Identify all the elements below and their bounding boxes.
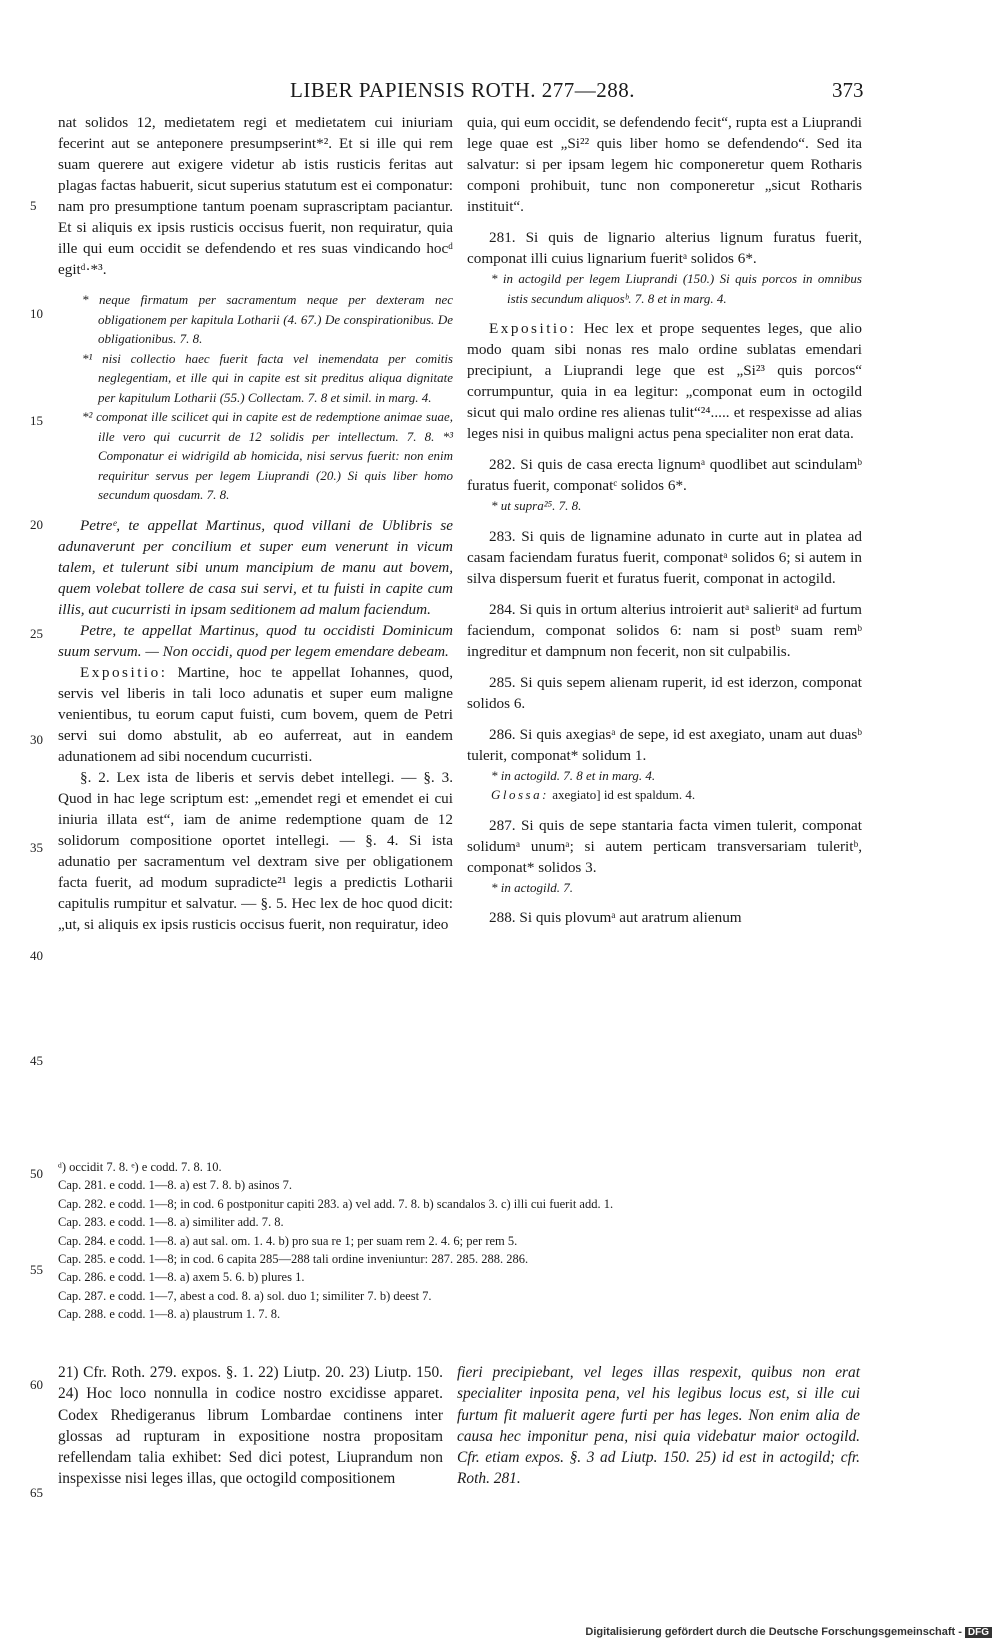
expositio-text: Hec lex et prope sequentes leges, que alio modo quam sibi nonas res malo ordine sublatas emendari precipiunt, a Liuprandi lege que est „Si²³ quis porcos“ corrumpuntur, quia in ea legitur: „componat eum in octogild sicut qui malo ordine res alienas tulit“²⁴..... et respexisse ad alias leges nisi in quibus maligni actus pena specialiter non erat data. <box>467 320 862 442</box>
apparatus-line: Cap. 283. e codd. 1—8. a) similiter add. 7. 8. <box>58 1215 284 1230</box>
credit-text: Digitalisierung gefördert durch die Deutsche Forschungsgemeinschaft - <box>585 1626 962 1638</box>
line-number: 30 <box>30 732 43 747</box>
apparatus-line: Cap. 287. e codd. 1—7, abest a cod. 8. a) sol. duo 1; similiter 7. b) deest 7. <box>58 1288 432 1303</box>
apparatus-line: ᵈ) occidit 7. 8. ᵉ) e codd. 7. 8. 10. <box>58 1160 222 1174</box>
page-number: 373 <box>832 78 864 102</box>
apparatus-line: Cap. 284. e codd. 1—8. a) aut sal. om. 1. 4. b) pro sua re 1; per suam rem 2. 4. 6; per rem 5. <box>58 1233 518 1248</box>
dfg-logo: DFG <box>965 1627 992 1638</box>
expositio-text: Martine, hoc te appellat Iohannes, quod, servis vel liberis in tali loco adunatis et super eum maligne venientibus, tu eorum caput fuisti, cum bovem, quem de Petri servi sui domo abstulit, ab eo auferreat, aut in eandem adunationem ad sibi nocendum cucurristi. <box>58 663 454 765</box>
chapter-283: 283. Si quis de lignamine adunato in curte aut in platea ad casam faciendam furatus fuerit, componatᵃ solidos 6; si autem in silva dispersum fuerit et furatus fuerit, componat in actogild. <box>467 527 862 587</box>
chapter-286: 286. Si quis axegiasᵃ de sepe, id est axegiato, unam aut duasᵇ tulerit, componat* solidum 1. <box>467 725 862 764</box>
expositio-paragraph <box>467 318 862 444</box>
apparatus-line: Cap. 282. e codd. 1—8; in cod. 6 postponitur capiti 283. a) vel add. 7. 8. b) scandalos 3. c) illi cui fuerit add. 1. <box>58 1196 614 1211</box>
critical-apparatus <box>58 1158 878 1324</box>
body-paragraph: §. 2. Lex ista de liberis et servis debet intellegi. — §. 3. Quod in hac lege scriptum est: „emendet regi et emendet ei cui iniuria illata est“, iam de anime redemptione quam de 12 solidorum compositione oportet intellegi. — §. 4. Si ista adunatio per sacramentum vel dextram sive per obligationem facta fuerit, ad modum supradicte²¹ legis a predictis Lotharii capitulis rumpitur et salvatur. — §. 5. Hec lex de hoc quod dicit: „ut, si aliquis ex ipsis rusticis occisus fuerit, non requiratur, ideo <box>58 768 453 933</box>
footnotes-right <box>457 1362 860 1490</box>
line-number: 15 <box>30 413 43 428</box>
marginal-note: * neque firmatum per sacramentum neque per dexteram nec obligationem per kapitula Lotharii (4. 67.) De conspirationibus. De obligationibus. 7. 8. <box>82 292 453 346</box>
body-paragraph: nat solidos 12, medietatem regi et medietatem cui iniuriam fecerint aut se anteponere presumpserint*². Et si ille qui rem suam querere aut exigere videtur ab istis rusticis feritas aut plagas factas habuerit, sicut superius statutum est ei componatur: nam pro presumptione tantum poenam suprascriptam paciantur. Et si aliquis ex ipsis rusticis occisus fuerit, non requiratur, quia ille qui eum occidit se defendendo et res suas vindicando hocᵈ egitᵈ·*³. <box>58 114 453 278</box>
chapter-284: 284. Si quis in ortum alterius introierit autᵃ salieritᵃ ad furtum faciendum, componat solidos 6: nam si postᵇ suam remᵇ ingreditur et dampnum non fecerit, non sit culpabilis. <box>467 600 862 660</box>
left-column <box>58 112 453 935</box>
chapter-285: 285. Si quis sepem alienam ruperit, id est iderzon, componat solidos 6. <box>467 673 862 712</box>
chapter-note: * in actogild. 7. <box>491 879 573 895</box>
line-number: 40 <box>30 948 43 963</box>
line-number: 25 <box>30 626 43 641</box>
footnote-text: 21) Cfr. Roth. 279. expos. §. 1. 22) Liutp. 20. 23) Liutp. 150. 24) Hoc loco nonnulla in codice nostro excidisse apparet. Codex Rhedigeranus librum Lombardae continens inter glossas ad rupturam in expositione nostra propositam refellendam talia exhibet: Sed dici potest, Liuprandum non inspexisse nisi leges illas, que octogild compositionem <box>58 1364 443 1488</box>
apparatus-line: Cap. 285. e codd. 1—8; in cod. 6 capita 285—288 tali ordine inveniuntur: 287. 285. 288. 286. <box>58 1252 529 1267</box>
chapter-note: * ut supra²⁵. 7. 8. <box>491 498 582 513</box>
line-number: 45 <box>30 1053 43 1068</box>
formula-paragraph: Petre, te appellat Martinus, quod tu occidisti Dominicum suum servum. — Non occidi, quod per legem emendare debeam. <box>58 621 453 660</box>
line-number: 20 <box>30 517 43 532</box>
chapter-287: 287. Si quis de sepe stantaria facta vimen tulerit, componat solidumᵃ unumᵃ; si autem perticam transversariam tuleritᵇ, componat* solidos 3. <box>467 816 862 876</box>
marginal-note: *² componat ille scilicet qui in capite est de redemptione animae suae, ille vero qui cucurrit de 12 solidis per intellectum. 7. 8. *³ Componatur ei widrigild ab homicida, nisi servus fuerit: non enim requiritur servus per legem Liuprandi (20.) Si quis liber homo secundum quosdam. 7. 8. <box>82 409 453 502</box>
digitization-credit <box>585 1626 992 1638</box>
marginal-note: *¹ nisi collectio haec fuerit facta vel inemendata per comitis neglegentiam, et ille qui in capite est sit preditus aliqua dignitate per kapitulum Lotharii (55.) Collectam. 7. 8 et simil. in marg. 4. <box>82 350 453 405</box>
chapter-281: 281. Si quis de lignario alterius lignum furatus fuerit, componat illi cuius lignarium fueritᵃ solidos 6*. <box>467 229 862 267</box>
chapter-282: 282. Si quis de casa erecta lignumᵃ quodlibet aut scindulamᵇ furatus fuerit, componatᶜ solidos 6*. <box>467 456 862 494</box>
apparatus-line: Cap. 288. e codd. 1—8. a) plaustrum 1. 7. 8. <box>58 1307 281 1322</box>
line-number: 10 <box>30 306 43 321</box>
line-number: 5 <box>30 198 37 213</box>
formula-paragraph: Petreᵉ, te appellat Martinus, quod villani de Ublibris se adunaverunt per concilium et super eum venerunt in vicum talem, et tulerunt sibi unum mancipium de manu aut bovem, quem volebat tollere de casa sui servi, et tu fuisti in capite cum illis, aut cucurristi in ipsam seditionem ad malum faciendum. <box>58 516 453 618</box>
glossa-note <box>467 785 862 805</box>
right-column <box>467 112 862 928</box>
chapter-note: * in actogild per legem Liuprandi (150.) Si quis porcos in omnibus istis secundum aliquosᵇ. 7. 8 et in marg. 4. <box>491 271 862 306</box>
line-number: 55 <box>30 1262 43 1277</box>
footnotes-left <box>58 1362 443 1490</box>
expositio-label: Expositio: <box>80 663 168 681</box>
apparatus-line: Cap. 286. e codd. 1—8. a) axem 5. 6. b) plures 1. <box>58 1270 305 1285</box>
line-number: 60 <box>30 1377 43 1392</box>
body-paragraph: quia, qui eum occidit, se defendendo fecit“, rupta est a Liuprandi lege quae est „Si²² quis liber homo se defendendo“. Sed ita salvatur: si per ipsam legem hic componeretur quem Rotharis componi prohibuit, tunc non componeretur „sicut Rotharis instituit“. <box>467 114 862 215</box>
expositio-label: Expositio: <box>489 320 577 337</box>
apparatus-line: Cap. 281. e codd. 1—8. a) est 7. 8. b) asinos 7. <box>58 1178 292 1193</box>
chapter-note: * in actogild. 7. 8 et in marg. 4. <box>491 767 656 783</box>
line-number: 50 <box>30 1166 43 1181</box>
footnote-text: fieri precipiebant, vel leges illas respexit, quibus non erat specialiter inposita pena, vel his legibus locus est, si ille cui furtum fit maluerit agere furti per has leges. Non enim alia de causa hec imponitur pena, nisi quia videbatur maior octogild. Cfr. etiam expos. §. 3 ad Liutp. 150. 25) id est in actogild; cfr. Roth. 281. <box>457 1364 860 1488</box>
running-title: LIBER PAPIENSIS ROTH. 277—288. <box>290 78 636 102</box>
glossa-text: axegiato] id est spaldum. 4. <box>552 787 696 802</box>
glossa-label: Glossa: <box>491 787 549 802</box>
expositio-paragraph <box>58 662 453 767</box>
line-number: 65 <box>30 1485 43 1500</box>
line-number: 35 <box>30 840 43 855</box>
page-header <box>0 78 1000 104</box>
chapter-288: 288. Si quis plovumᵃ aut aratrum alienum <box>489 909 742 926</box>
